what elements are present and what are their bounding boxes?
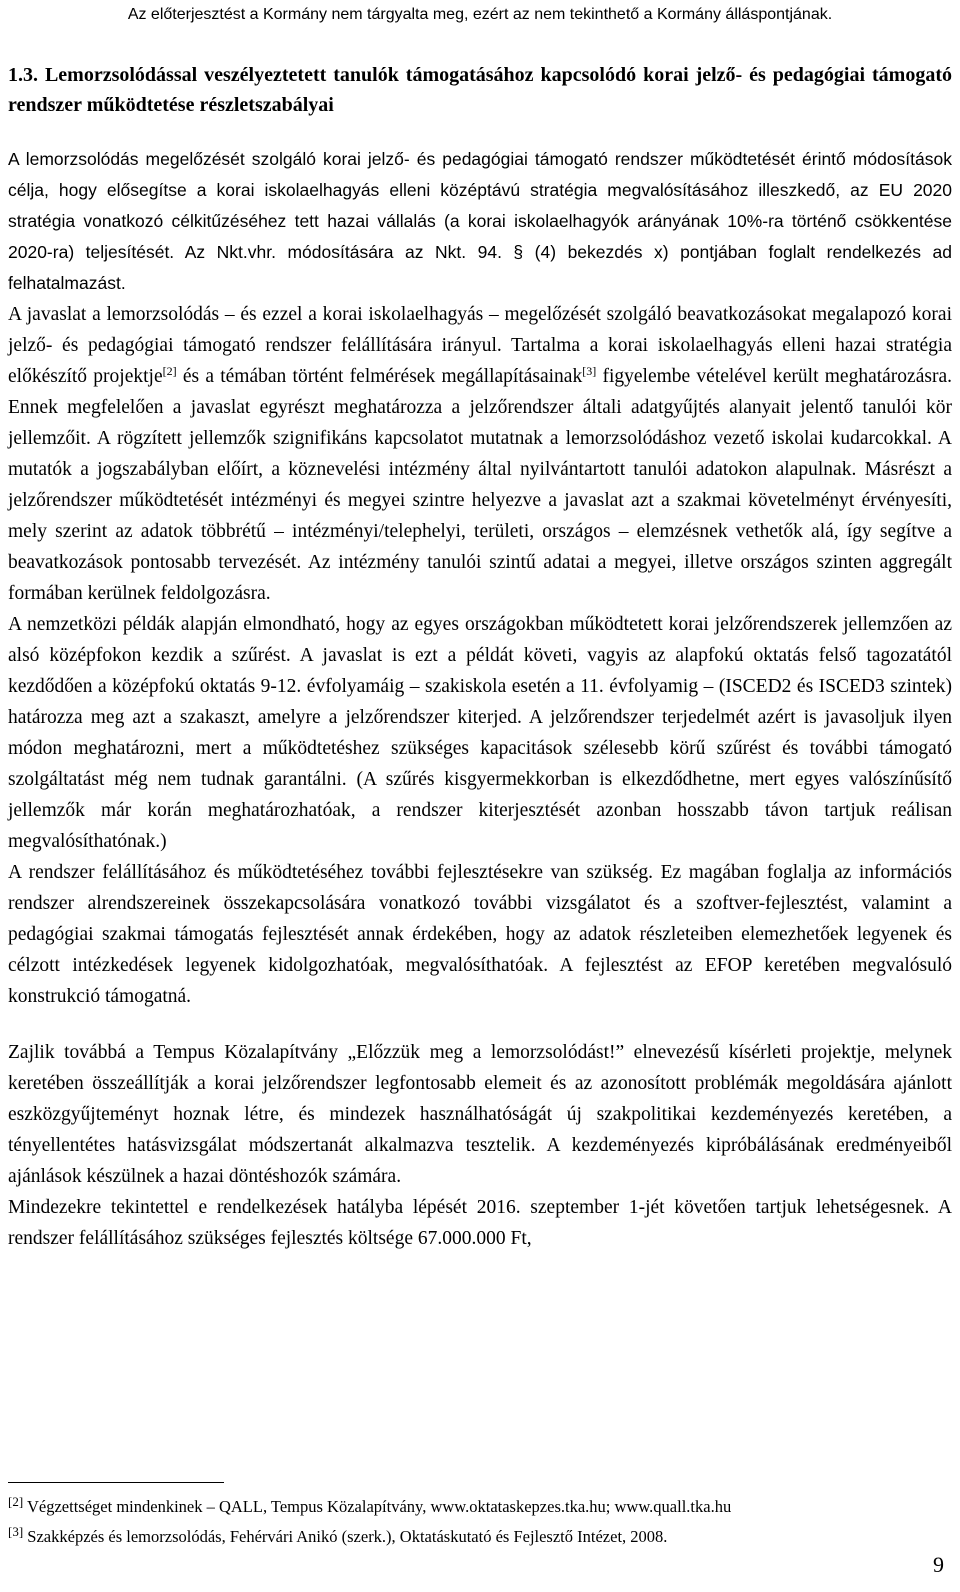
footnotes	[8, 1492, 952, 1552]
footnote-divider	[8, 1482, 224, 1483]
footnote-marker: [3]	[8, 1524, 24, 1539]
document-body	[8, 60, 952, 1254]
paragraph-development: A rendszer felállításához és működtetéséhez további fejlesztésekre van szükség. Ez magában foglalja az információs rendszer alrendszereinek összekapcsolására vonatkozó további vizsgálatot és a szoftver-fejlesztést, valamint a pedagógiai szakmai támogatás fejlesztését annak érdekében, hogy az adatok részleteiben elemezhetőek legyenek és célzott intézkedések legyenek kidolgozhatóak, megvalósíthatóak. A fejlesztést az EFOP keretében megvalósuló konstrukció támogatná.	[8, 862, 952, 1007]
page-number: 9	[933, 1552, 944, 1577]
paragraph-gap	[8, 1012, 952, 1037]
paragraph-proposal	[8, 299, 952, 609]
paragraph-effective-date: Mindezekre tekintettel e rendelkezések hatályba lépését 2016. szeptember 1-jét követően tartjuk lehetségesnek. A rendszer felállításához szükséges fejlesztés költsége 67.000.000 Ft,	[8, 1197, 952, 1249]
footnote-item	[8, 1492, 952, 1522]
paragraph-international: A nemzetközi példák alapján elmondható, hogy az egyes országokban működtetett korai jelzőrendszerek jellemzően az alsó középfokon kezdik a szűrést. A javaslat is ezt a példát követi, vagyis az alapfokú oktatás felső tagozatától kezdődően a középfokú oktatás 9-12. évfolyamáig – szakiskola esetén a 11. évfolyamig – (ISCED2 és ISCED3 szintek) határozza meg azt a szakaszt, amelyre a jelzőrendszer kiterjed. A jelzőrendszer terjedelmét azért is javasoljuk ilyen módon meghatározni, mert a működtetéshez szükséges kapacitások szélesebb körű szűrést és további támogató szolgáltatást még nem tudnak garantálni. (A szűrés kisgyermekkorban is elkezdődhetne, mert egyes valószínűsítő jellemzők már korán meghatározhatóak, a rendszer kiterjesztését azonban hosszabb távon tartjuk reálisan megvalósíthatónak.)	[8, 614, 952, 852]
paragraph-text: figyelembe vételével került meghatározásra. Ennek megfelelően a javaslat egyrészt meghatározza a jelzőrendszer általi adatgyűjtés alanyait jelentő tanulói kör jellemzőit. A rögzített jellemzők szignifikáns kapcsolatot mutatnak a lemorzsolódáshoz vezető iskolai kudarcokkal. A mutatók a jogszabályban előírt, a köznevelési intézmény által nyilvántartott tanulói adatokon alapulnak. Másrészt a jelzőrendszer működtetését intézményi és megyei szintre helyezve a javaslat azt a szakmai követelményt érvényesíti, mely szerint az adatok többrétű – intézményi/telephelyi, területi, országos – elemzésnek vethetők alá, így segítve a beavatkozások pontosabb tervezését. Az intézmény tanulói szintű adatai a megyei, illetve országos szinten aggregált formában kerülnek feldolgozásra.	[8, 366, 952, 604]
footnote-text: Szakképzés és lemorzsolódás, Fehérvári Anikó (szerk.), Oktatáskutató és Fejlesztő Intézet, 2008.	[23, 1527, 668, 1546]
footnote-ref-2[interactable]: [2]	[162, 364, 177, 378]
footnote-item	[8, 1522, 952, 1552]
paragraph-text: és a témában történt felmérések megállapításainak	[176, 366, 583, 387]
paragraph-tempus: Zajlik továbbá a Tempus Közalapítvány „Előzzük meg a lemorzsolódást!” elnevezésű kísérleti projektje, melynek keretében összeállítják a korai jelzőrendszer legfontosabb elemeit és az azonosított problémák megoldására ajánlott eszközgyűjteményt hoznak létre, és mindezek használhatóságát új szakpolitikai kezdeményezés keretében, a tényellentétes hatásvizsgálat módszertanát alkalmazva tesztelik. A kezdeményezés kipróbálásának eredményeiből ajánlások készülnek a hazai döntéshozók számára.	[8, 1042, 952, 1187]
intro-paragraph: A lemorzsolódás megelőzését szolgáló korai jelző- és pedagógiai támogató rendszer működtetését érintő módosítások célja, hogy elősegítse a korai iskolaelhagyás elleni középtávú stratégia megvalósításához illeszkedő, az EU 2020 stratégia vonatkozó célkitűzéséhez tett hazai vállalás (a korai iskolaelhagyók arányának 10%-ra történő csökkentése 2020-ra) teljesítését. Az Nkt.vhr. módosítására az Nkt. 94. § (4) bekezdés x) pontjában foglalt rendelkezés ad felhatalmazást.	[8, 149, 952, 293]
section-title: 1.3. Lemorzsolódással veszélyeztetett tanulók támogatásához kapcsolódó korai jelző- és pedagógiai támogató rendszer működtetése részletszabályai	[8, 64, 952, 116]
footnote-text: Végzettséget mindenkinek – QALL, Tempus Közalapítvány, www.oktataskepzes.tka.hu; www.quall.tka.hu	[23, 1497, 732, 1516]
footnote-marker: [2]	[8, 1494, 24, 1509]
paragraph-text: A javaslat a lemorzsolódás – és ezzel a korai iskolaelhagyás – megelőzését szolgáló beavatkozásokat megalapozó korai jelző- és pedagógiai támogató rendszer felállítására irányul. Tartalma a korai iskolaelhagyás elleni hazai stratégia előkészítő projektje	[8, 304, 952, 387]
page-header: Az előterjesztést a Kormány nem tárgyalta meg, ezért az nem tekinthető a Kormány álláspontjának.	[127, 6, 833, 23]
footnote-ref-3[interactable]: [3]	[582, 364, 597, 378]
